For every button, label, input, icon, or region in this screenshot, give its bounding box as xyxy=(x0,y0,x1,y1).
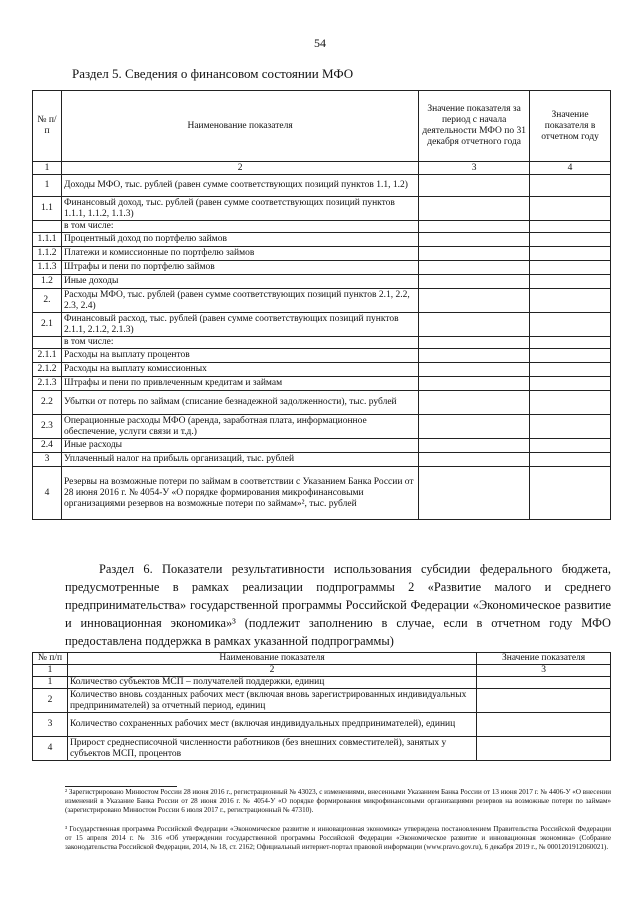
value-since-start-cell[interactable] xyxy=(419,275,530,289)
value-reporting-year-cell[interactable] xyxy=(530,197,611,221)
row-number: 4 xyxy=(33,737,68,761)
value-since-start-cell[interactable] xyxy=(419,261,530,275)
row-number: 2.3 xyxy=(33,415,62,439)
indicator-name: в том числе: xyxy=(61,337,418,349)
indicator-value-cell[interactable] xyxy=(477,737,611,761)
column-number: 3 xyxy=(477,665,611,677)
column-number: 1 xyxy=(33,162,62,175)
table-row xyxy=(33,233,611,247)
indicator-name: Резервы на возможные потери по займам в соответствии с Указанием Банка России от 28 июня 2016 г. № 4054-У «О порядке формирования микрофинансовыми организациями резервов на возможные потери по займам»², тыс. рублей xyxy=(61,467,418,520)
indicator-value-cell[interactable] xyxy=(477,689,611,713)
row-number: 4 xyxy=(33,467,62,520)
table-row xyxy=(33,377,611,391)
value-reporting-year-cell[interactable] xyxy=(530,349,611,363)
table-row xyxy=(33,349,611,363)
value-reporting-year-cell[interactable] xyxy=(530,439,611,453)
value-reporting-year-cell[interactable] xyxy=(530,363,611,377)
value-since-start-cell[interactable] xyxy=(419,175,530,197)
value-reporting-year-cell[interactable] xyxy=(530,467,611,520)
indicator-name: Прирост среднесписочной численности работников (без внешних совместителей), занятых у субъектов МСП, процентов xyxy=(67,737,476,761)
row-number: 2.1 xyxy=(33,313,62,337)
indicator-name: Количество вновь созданных рабочих мест (включая вновь зарегистрированных индивидуальных предпринимателей) за отчетный период, единиц xyxy=(67,689,476,713)
value-reporting-year-cell[interactable] xyxy=(530,313,611,337)
table-row xyxy=(33,689,611,713)
value-since-start-cell[interactable] xyxy=(419,337,530,349)
row-number: 2.2 xyxy=(33,391,62,415)
row-number: 2. xyxy=(33,289,62,313)
indicator-name: Штрафы и пени по привлеченным кредитам и займам xyxy=(61,377,418,391)
value-reporting-year-cell[interactable] xyxy=(530,233,611,247)
row-number: 1.1.2 xyxy=(33,247,62,261)
row-number xyxy=(33,221,62,233)
header-value: Значение показателя xyxy=(477,653,611,665)
indicator-name: Доходы МФО, тыс. рублей (равен сумме соответствующих позиций пунктов 1.1, 1.2) xyxy=(61,175,418,197)
table-row xyxy=(33,737,611,761)
value-since-start-cell[interactable] xyxy=(419,415,530,439)
indicator-value-cell[interactable] xyxy=(477,677,611,689)
value-reporting-year-cell[interactable] xyxy=(530,221,611,233)
value-reporting-year-cell[interactable] xyxy=(530,289,611,313)
value-since-start-cell[interactable] xyxy=(419,233,530,247)
footnote: ² Зарегистрировано Минюстом России 28 июня 2016 г., регистрационный № 43023, с изменениями, внесенными Указанием Банка России от 13 июня 2017 г. № 4406-У «О внесении изменений в Указание Банка России от 28 июня 2016 г. № 4054-У «О порядке формирования микрофинансовыми организациями резервов на возможные потери по займам» (зарегистрировано Минюстом России 6 июля 2017 г., регистрационный № 47310). xyxy=(65,788,611,814)
indicator-name: Расходы на выплату процентов xyxy=(61,349,418,363)
row-number: 2.1.3 xyxy=(33,377,62,391)
value-since-start-cell[interactable] xyxy=(419,313,530,337)
row-number: 2.4 xyxy=(33,439,62,453)
value-since-start-cell[interactable] xyxy=(419,349,530,363)
indicator-name: в том числе: xyxy=(61,221,418,233)
table-row xyxy=(33,363,611,377)
value-reporting-year-cell[interactable] xyxy=(530,261,611,275)
value-since-start-cell[interactable] xyxy=(419,439,530,453)
indicator-name: Иные доходы xyxy=(61,275,418,289)
indicator-name: Расходы на выплату комиссионных xyxy=(61,363,418,377)
column-number: 1 xyxy=(33,665,68,677)
header-num: № п/п xyxy=(33,91,62,162)
indicator-name: Процентный доход по портфелю займов xyxy=(61,233,418,247)
header-name: Наименование показателя xyxy=(61,91,418,162)
row-number: 1 xyxy=(33,677,68,689)
row-number: 1 xyxy=(33,175,62,197)
footnote-separator xyxy=(65,786,177,787)
table-row xyxy=(33,391,611,415)
table-row xyxy=(33,247,611,261)
value-since-start-cell[interactable] xyxy=(419,467,530,520)
column-number: 2 xyxy=(67,665,476,677)
row-number: 1.2 xyxy=(33,275,62,289)
table-row xyxy=(33,713,611,737)
row-number: 1.1 xyxy=(33,197,62,221)
value-reporting-year-cell[interactable] xyxy=(530,377,611,391)
header-value-since-start: Значение показателя за период с начала деятельности МФО по 31 декабря отчетного года xyxy=(419,91,530,162)
row-number: 1.1.3 xyxy=(33,261,62,275)
column-number: 4 xyxy=(530,162,611,175)
value-reporting-year-cell[interactable] xyxy=(530,175,611,197)
table-row xyxy=(33,677,611,689)
row-number: 3 xyxy=(33,713,68,737)
indicator-name: Количество сохраненных рабочих мест (включая индивидуальных предпринимателей), единиц xyxy=(67,713,476,737)
section6-text: Раздел 6. Показатели результативности использования субсидии федерального бюджета, предусмотренные в рамках реализации подпрограммы 2 «Развитие малого и среднего предпринимательства» государственной программы Российской Федерации «Экономическое развитие и инновационная экономика»³ (подлежит заполнению в случае, если в отчетном году МФО предоставлена поддержка в рамках указанной подпрограммы) xyxy=(65,562,611,648)
page-number: 54 xyxy=(314,36,326,50)
table-row xyxy=(33,175,611,197)
table-row xyxy=(33,337,611,349)
indicator-name: Расходы МФО, тыс. рублей (равен сумме соответствующих позиций пунктов 2.1, 2.2, 2.3, 2.4) xyxy=(61,289,418,313)
column-number: 2 xyxy=(61,162,418,175)
value-since-start-cell[interactable] xyxy=(419,289,530,313)
indicator-name: Платежи и комиссионные по портфелю займов xyxy=(61,247,418,261)
value-reporting-year-cell[interactable] xyxy=(530,453,611,467)
value-since-start-cell[interactable] xyxy=(419,377,530,391)
value-reporting-year-cell[interactable] xyxy=(530,415,611,439)
row-number: 2.1.1 xyxy=(33,349,62,363)
row-number: 1.1.1 xyxy=(33,233,62,247)
indicator-name: Операционные расходы МФО (аренда, заработная плата, информационное обеспечение, услуги связи и т.д.) xyxy=(61,415,418,439)
row-number: 3 xyxy=(33,453,62,467)
value-reporting-year-cell[interactable] xyxy=(530,275,611,289)
table-row xyxy=(33,275,611,289)
table-row xyxy=(33,467,611,520)
financial-state-table xyxy=(32,90,611,520)
indicator-name: Количество субъектов МСП – получателей поддержки, единиц xyxy=(67,677,476,689)
value-since-start-cell[interactable] xyxy=(419,453,530,467)
value-since-start-cell[interactable] xyxy=(419,197,530,221)
table-row xyxy=(33,221,611,233)
indicator-value-cell[interactable] xyxy=(477,713,611,737)
value-since-start-cell[interactable] xyxy=(419,221,530,233)
indicator-name: Финансовый доход, тыс. рублей (равен сумме соответствующих позиций пунктов 1.1.1, 1.1.2, 1.1.3) xyxy=(61,197,418,221)
indicator-name: Убытки от потерь по займам (списание безнадежной задолженности), тыс. рублей xyxy=(61,391,418,415)
table-row xyxy=(33,313,611,337)
value-since-start-cell[interactable] xyxy=(419,247,530,261)
value-since-start-cell[interactable] xyxy=(419,391,530,415)
table-row xyxy=(33,439,611,453)
header-value-reporting-year: Значение показателя в отчетном году xyxy=(530,91,611,162)
indicator-name: Иные расходы xyxy=(61,439,418,453)
value-reporting-year-cell[interactable] xyxy=(530,337,611,349)
value-since-start-cell[interactable] xyxy=(419,363,530,377)
value-reporting-year-cell[interactable] xyxy=(530,247,611,261)
indicator-name: Финансовый расход, тыс. рублей (равен сумме соответствующих позиций пунктов 2.1.1, 2.1.2, 2.1.3) xyxy=(61,313,418,337)
table-row xyxy=(33,453,611,467)
results-indicators-table xyxy=(32,652,611,761)
table-row xyxy=(33,289,611,313)
indicator-name: Уплаченный налог на прибыль организаций, тыс. рублей xyxy=(61,453,418,467)
row-number xyxy=(33,337,62,349)
row-number: 2.1.2 xyxy=(33,363,62,377)
indicator-name: Штрафы и пени по портфелю займов xyxy=(61,261,418,275)
column-number: 3 xyxy=(419,162,530,175)
table-row xyxy=(33,197,611,221)
footnote: ³ Государственная программа Российской Федерации «Экономическое развитие и инновационная экономика» утверждена постановлением Правительства Российской Федерации от 15 апреля 2014 г. № 316 «Об утверждении государственной программы Российской Федерации «Экономическое развитие и инновационная экономика» (Собрание законодательства Российской Федерации, 2014, № 18, ст. 2162; Официальный интернет-портал правовой информации (www.pravo.gov.ru), 6 декабря 2019 г., № 0001201912060021). xyxy=(65,825,611,851)
header-num: № п/п xyxy=(33,653,68,665)
section5-title: Раздел 5. Сведения о финансовом состоянии МФО xyxy=(72,66,354,81)
value-reporting-year-cell[interactable] xyxy=(530,391,611,415)
table-row xyxy=(33,261,611,275)
row-number: 2 xyxy=(33,689,68,713)
table-row xyxy=(33,415,611,439)
header-name: Наименование показателя xyxy=(67,653,476,665)
